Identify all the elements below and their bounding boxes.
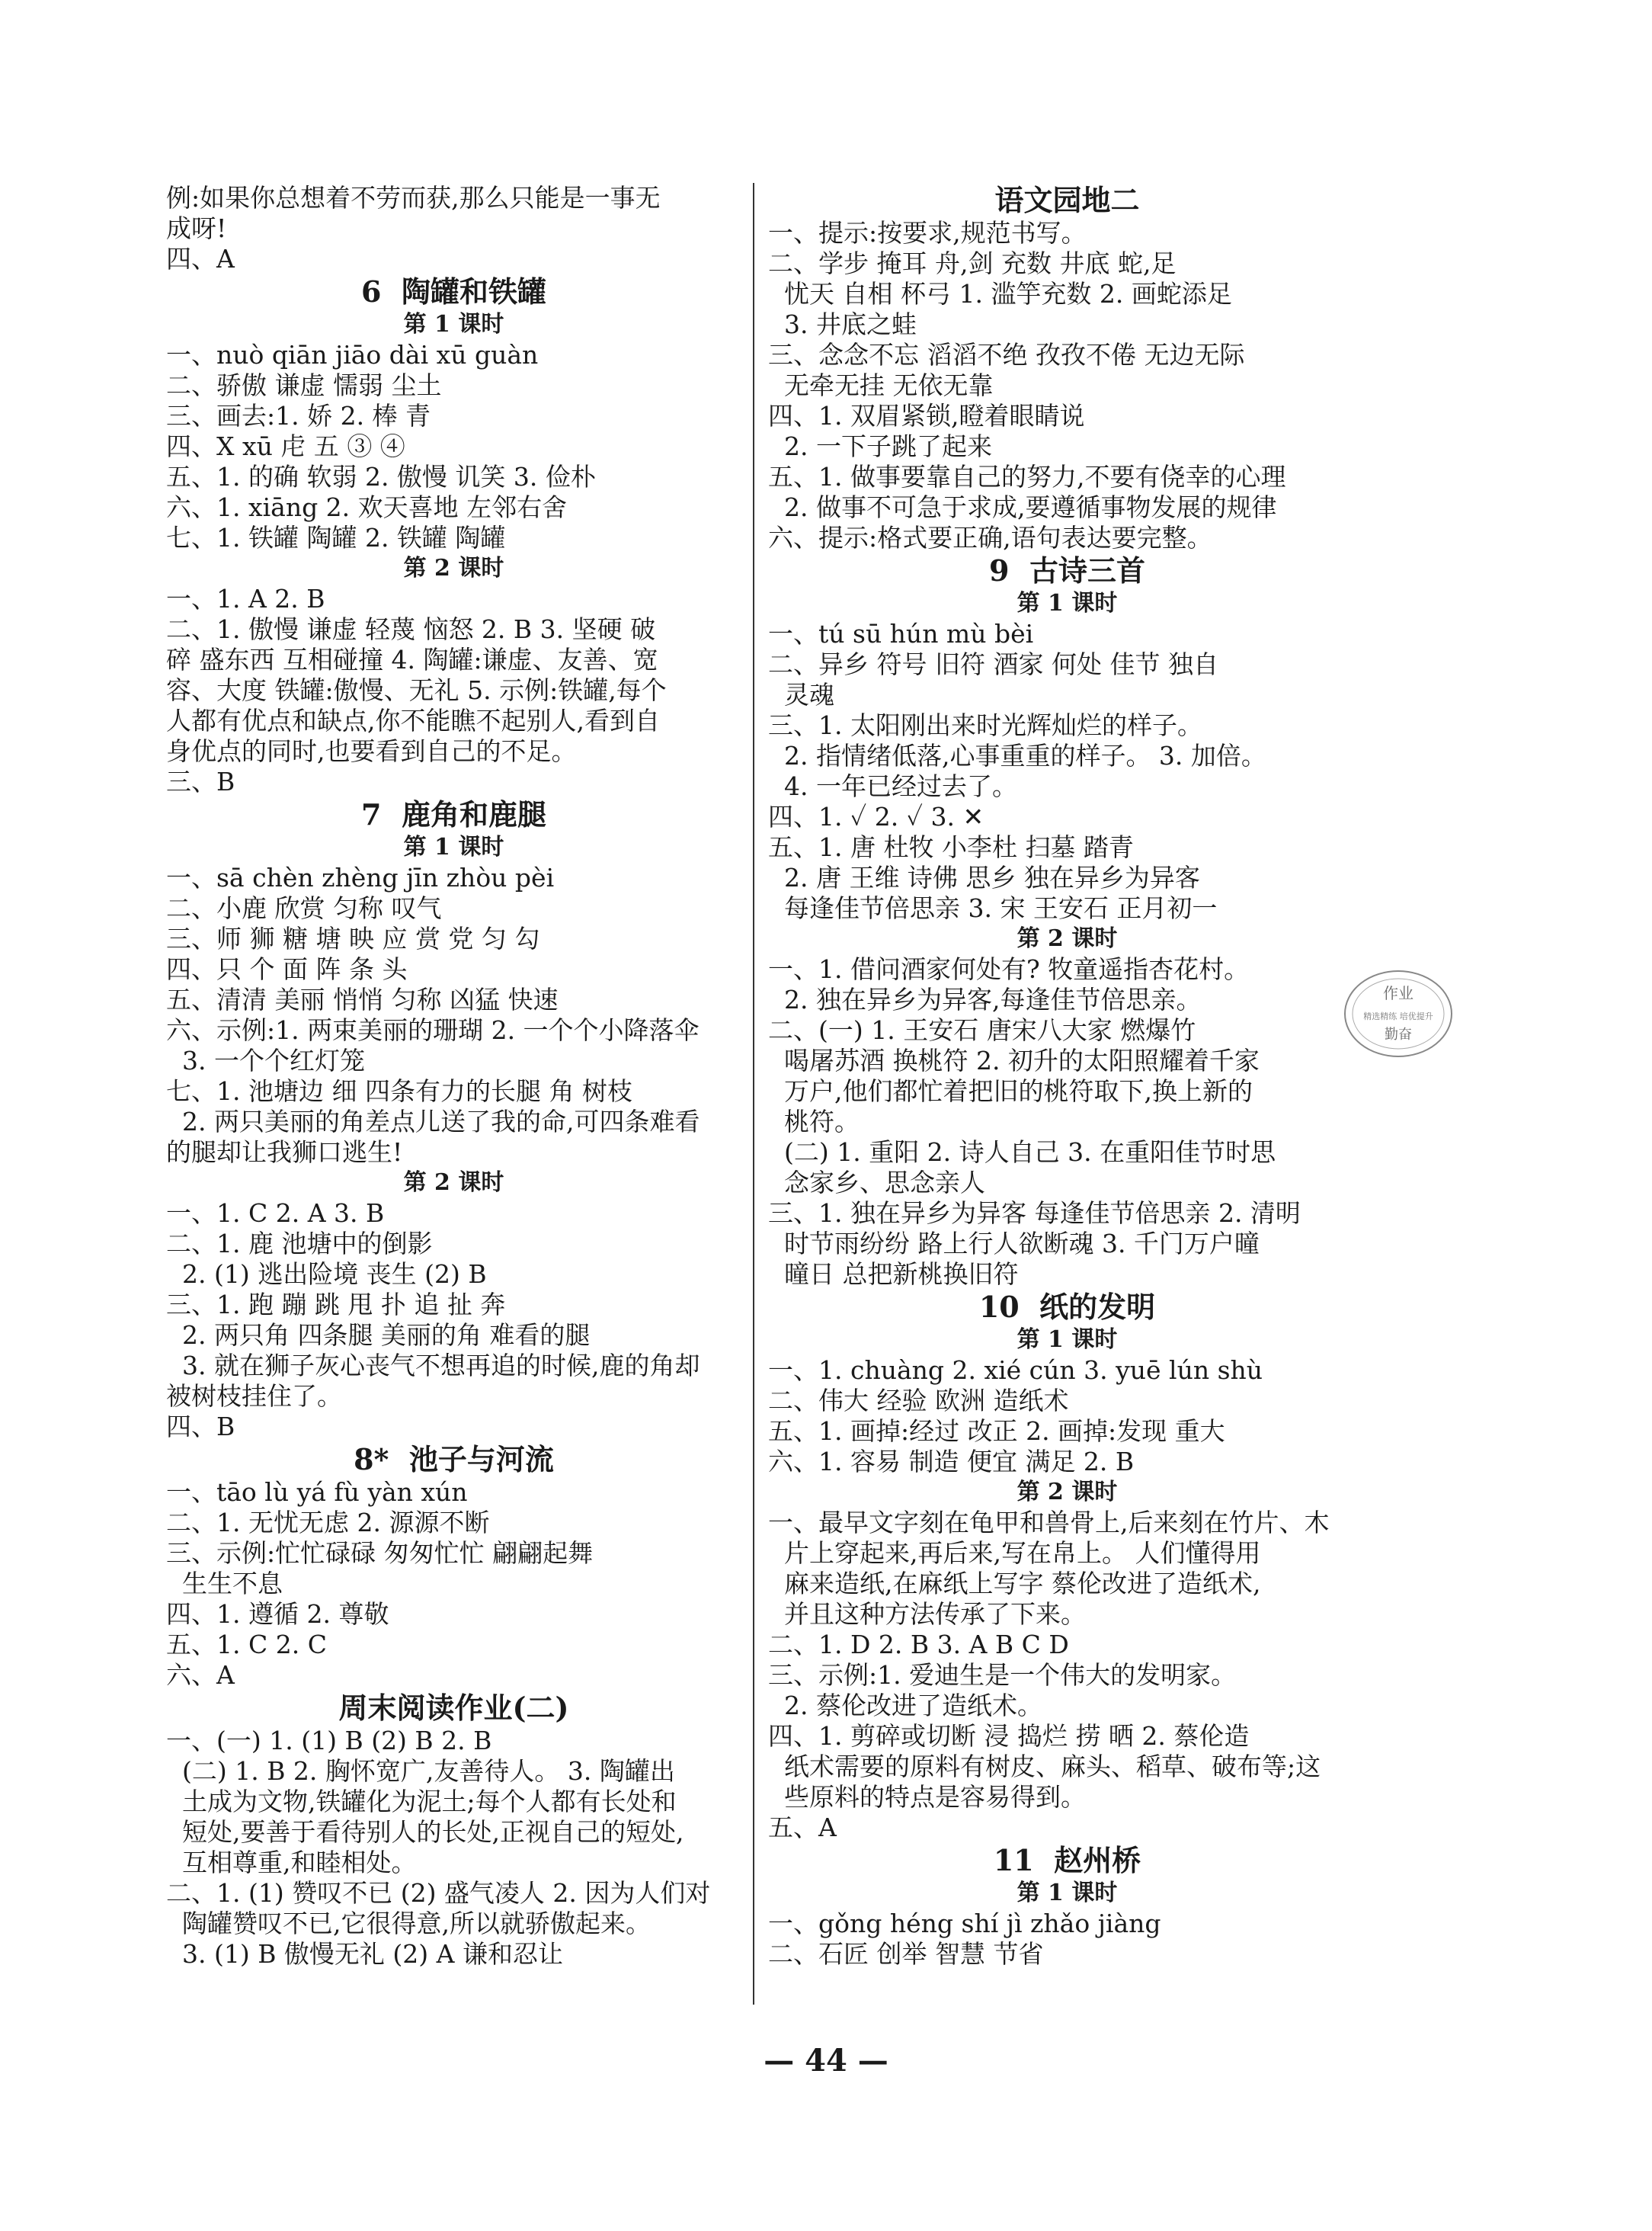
answer-line: 万户,他们都忙着把旧的桃符取下,换上新的: [768, 1076, 1253, 1106]
answer-line: 一、nuò qiān jiāo dài xū guàn: [166, 340, 539, 370]
answer-line: 六、提示:格式要正确,语句表达要完整。: [768, 523, 1212, 553]
answer-line: 人都有优点和缺点,你不能瞧不起别人,看到自: [166, 706, 660, 736]
answer-line: 忧天 自相 杯弓 1. 滥竽充数 2. 画蛇添足: [768, 279, 1232, 309]
answer-line: 五、1. 做事要靠自己的努力,不要有侥幸的心理: [768, 462, 1286, 492]
answer-line: 四、B: [166, 1412, 235, 1441]
answer-line: 一、sā chèn zhèng jīn zhòu pèi: [166, 863, 555, 893]
answer-line: 曈日 总把新桃换旧符: [768, 1259, 1019, 1289]
answer-line: 四、1. 遵循 2. 尊敬: [166, 1599, 389, 1629]
answer-line: 的腿却让我狮口逃生!: [166, 1137, 403, 1167]
answer-line: 容、大度 铁罐:傲慢、无礼 5. 示例:铁罐,每个: [166, 675, 667, 705]
section-heading: 11 赵州桥: [993, 1843, 1141, 1877]
answer-line: 一、最早文字刻在龟甲和兽骨上,后来刻在竹片、木: [768, 1508, 1330, 1537]
answer-line: 二、骄傲 谦虚 懦弱 尘土: [166, 370, 442, 400]
answer-line: 一、1. A 2. B: [166, 584, 325, 614]
right-column: [768, 183, 1366, 1970]
answer-line: 七、1. 池塘边 细 四条有力的长腿 角 树枝: [166, 1076, 632, 1106]
answer-line: 灵魂: [768, 680, 834, 710]
answer-line: 四、1. 剪碎或切断 浸 捣烂 捞 晒 2. 蔡伦造: [768, 1721, 1250, 1751]
answer-line: 2. 一下子跳了起来: [768, 431, 992, 461]
answer-line: 4. 一年已经过去了。: [768, 771, 1017, 801]
answer-line: 三、师 狮 糖 塘 映 应 赏 党 匀 勾: [166, 924, 540, 954]
answer-line: 三、念念不忘 滔滔不绝 孜孜不倦 无边无际: [768, 340, 1245, 370]
answer-line: 三、1. 太阳刚出来时光辉灿烂的样子。: [768, 710, 1202, 740]
answer-line: 2. 独在异乡为异客,每逢佳节倍思亲。: [768, 985, 1202, 1015]
seal-stamp: [1341, 957, 1455, 1071]
answer-line: 并且这种方法传承了下来。: [768, 1599, 1086, 1629]
answer-line: 五、1. 的确 软弱 2. 傲慢 讥笑 3. 俭朴: [166, 462, 596, 492]
answer-line: 一、tāo lù yá fù yàn xún: [166, 1477, 468, 1507]
answer-line: 被树枝挂住了。: [166, 1381, 342, 1411]
answer-line: 互相尊重,和睦相处。: [166, 1848, 417, 1877]
answer-line: 五、A: [768, 1813, 837, 1842]
left-column: [166, 183, 741, 1970]
answer-line: 一、1. 借问酒家何处有? 牧童遥指杏花村。: [768, 954, 1250, 984]
answer-line: 喝屠苏酒 换桃符 2. 初升的太阳照耀着千家: [768, 1046, 1260, 1075]
answer-line: 例:如果你总想着不劳而获,那么只能是一事无: [166, 183, 661, 213]
answer-line: 2. 唐 王维 诗佛 思乡 独在异乡为异客: [768, 863, 1200, 893]
answer-line: 二、小鹿 欣赏 匀称 叹气: [166, 893, 442, 923]
answer-line: 七、1. 铁罐 陶罐 2. 铁罐 陶罐: [166, 523, 506, 553]
answer-line: (二) 1. B 2. 胸怀宽广,友善待人。 3. 陶罐出: [166, 1756, 675, 1786]
answer-line: 碎 盛东西 互相碰撞 4. 陶罐:谦虚、友善、宽: [166, 645, 658, 675]
answer-line: 麻来造纸,在麻纸上写字 蔡伦改进了造纸术,: [768, 1569, 1261, 1598]
answer-line: 四、1. 双眉紧锁,瞪着眼睛说: [768, 401, 1085, 431]
svg-text:勤奋: 勤奋: [1385, 1027, 1412, 1043]
answer-line: 时节雨纷纷 路上行人欲断魂 3. 千门万户曈: [768, 1229, 1260, 1258]
section-heading: 8* 池子与河流: [354, 1442, 554, 1476]
section-heading: 7 鹿角和鹿腿: [361, 797, 546, 832]
answer-line: 每逢佳节倍思亲 3. 宋 王安石 正月初一: [768, 893, 1218, 923]
answer-line: 四、只 个 面 阵 条 头: [166, 954, 408, 984]
answer-line: 3. 井底之蛙: [768, 309, 917, 339]
section-heading: 10 纸的发明: [978, 1290, 1156, 1324]
answer-line: 二、1. 傲慢 谦虚 轻蔑 恼怒 2. B 3. 坚硬 破: [166, 614, 656, 644]
answer-line: 一、1. chuàng 2. xié cún 3. yuē lún shù: [768, 1355, 1263, 1385]
answer-line: 二、1. (1) 赞叹不已 (2) 盛气凌人 2. 因为人们对: [166, 1878, 711, 1908]
answer-line: 三、示例:1. 爱迪生是一个伟大的发明家。: [768, 1660, 1237, 1690]
answer-line: 五、清清 美丽 悄悄 匀称 凶猛 快速: [166, 985, 559, 1015]
lesson-subheading: 第 1 课时: [1016, 1326, 1118, 1353]
section-heading: 语文园地二: [994, 183, 1140, 217]
answer-line: 生生不息: [166, 1569, 283, 1598]
answer-line: 二、异乡 符号 旧符 酒家 何处 佳节 独自: [768, 649, 1218, 679]
answer-line: 三、1. 跑 蹦 跳 甩 扑 追 扯 奔: [166, 1290, 506, 1319]
answer-line: 3. 就在狮子灰心丧气不想再追的时候,鹿的角却: [166, 1351, 700, 1380]
answer-line: 三、B: [166, 767, 235, 797]
answer-line: 六、1. xiāng 2. 欢天喜地 左邻右舍: [166, 492, 568, 522]
lesson-subheading: 第 1 课时: [403, 311, 504, 338]
answer-line: 一、gǒng héng shí jì zhǎo jiàng: [768, 1909, 1161, 1938]
section-heading: 6 陶罐和铁罐: [361, 274, 546, 309]
answer-line: (二) 1. 重阳 2. 诗人自己 3. 在重阳佳节时思: [768, 1137, 1276, 1167]
answer-line: 六、A: [166, 1660, 235, 1690]
answer-line: 些原料的特点是容易得到。: [768, 1782, 1086, 1812]
lesson-subheading: 第 2 课时: [1016, 1479, 1118, 1505]
svg-text:精选精练 培优提升: 精选精练 培优提升: [1363, 1011, 1433, 1021]
answer-line: 六、示例:1. 两束美丽的珊瑚 2. 一个个小降落伞: [166, 1015, 700, 1045]
answer-line: 三、1. 独在异乡为异客 每逢佳节倍思亲 2. 清明: [768, 1198, 1301, 1228]
section-heading: 9 古诗三首: [989, 553, 1145, 588]
answer-line: 四、A: [166, 244, 235, 274]
answer-line: 土成为文物,铁罐化为泥土;每个人都有长处和: [166, 1787, 677, 1816]
answer-line: 二、石匠 创举 智慧 节省: [768, 1939, 1044, 1969]
answer-line: 二、学步 掩耳 舟,剑 充数 井底 蛇,足: [768, 248, 1177, 278]
section-heading: 周末阅读作业(二): [338, 1691, 569, 1725]
answer-line: 2. 两只角 四条腿 美丽的角 难看的腿: [166, 1320, 591, 1350]
answer-line: 五、1. 唐 杜牧 小李杜 扫墓 踏青: [768, 832, 1134, 862]
answer-line: 3. (1) B 傲慢无礼 (2) A 谦和忍让: [166, 1939, 563, 1969]
answer-line: 纸术需要的原料有树皮、麻头、稻草、破布等;这: [768, 1752, 1321, 1781]
lesson-subheading: 第 1 课时: [403, 834, 504, 861]
answer-line: 2. 指情绪低落,心事重重的样子。 3. 加倍。: [768, 741, 1266, 771]
answer-line: 桃符。: [768, 1107, 860, 1136]
svg-text:作业: 作业: [1383, 984, 1413, 1002]
lesson-subheading: 第 1 课时: [1016, 1880, 1118, 1906]
answer-line: 2. 蔡伦改进了造纸术。: [768, 1691, 1042, 1720]
answer-line: 短处,要善于看待别人的长处,正视自己的短处,: [166, 1817, 684, 1847]
answer-line: 四、X xū 虍 五 ③ ④: [166, 431, 405, 461]
column-divider: [753, 183, 754, 2005]
page-number: — 44 —: [764, 2043, 888, 2079]
answer-line: 一、提示:按要求,规范书写。: [768, 218, 1087, 248]
answer-line: 陶罐赞叹不已,它很得意,所以就骄傲起来。: [166, 1909, 651, 1938]
lesson-subheading: 第 2 课时: [403, 555, 504, 582]
answer-line: 三、画去:1. 娇 2. 棒 青: [166, 401, 431, 431]
answer-line: 一、1. C 2. A 3. B: [166, 1198, 385, 1228]
answer-line: 三、示例:忙忙碌碌 匆匆忙忙 翩翩起舞: [166, 1538, 594, 1568]
answer-line: 五、1. C 2. C: [166, 1630, 327, 1659]
answer-line: 六、1. 容易 制造 便宜 满足 2. B: [768, 1447, 1135, 1476]
lesson-subheading: 第 1 课时: [1016, 590, 1118, 617]
answer-line: 二、伟大 经验 欧洲 造纸术: [768, 1386, 1069, 1415]
answer-line: 无牵无挂 无依无靠: [768, 370, 994, 400]
answer-line: 二、1. 无忧无虑 2. 源源不断: [166, 1508, 490, 1537]
answer-line: 二、1. D 2. B 3. A B C D: [768, 1630, 1069, 1659]
answer-line: 五、1. 画掉:经过 改正 2. 画掉:发现 重大: [768, 1416, 1225, 1446]
answer-line: 3. 一个个红灯笼: [166, 1046, 365, 1075]
answer-line: 身优点的同时,也要看到自己的不足。: [166, 736, 577, 766]
answer-line: 一、(一) 1. (1) B (2) B 2. B: [166, 1726, 492, 1755]
answer-line: 二、(一) 1. 王安石 唐宋八大家 燃爆竹: [768, 1015, 1196, 1045]
answer-line: 2. 两只美丽的角差点儿送了我的命,可四条难看: [166, 1107, 700, 1136]
answer-line: 念家乡、思念亲人: [768, 1168, 985, 1197]
answer-line: 2. (1) 逃出险境 丧生 (2) B: [166, 1259, 487, 1289]
answer-line: 二、1. 鹿 池塘中的倒影: [166, 1229, 433, 1258]
answer-line: 成呀!: [166, 213, 227, 243]
lesson-subheading: 第 2 课时: [1016, 925, 1118, 952]
answer-line: 片上穿起来,再后来,写在帛上。 人们懂得用: [768, 1538, 1261, 1568]
lesson-subheading: 第 2 课时: [403, 1169, 504, 1196]
answer-line: 四、1. ✓ 2. ✓ 3. ✕: [768, 802, 984, 832]
answer-line: 一、tú sū hún mù bèi: [768, 619, 1034, 649]
answer-line: 2. 做事不可急于求成,要遵循事物发展的规律: [768, 492, 1277, 522]
